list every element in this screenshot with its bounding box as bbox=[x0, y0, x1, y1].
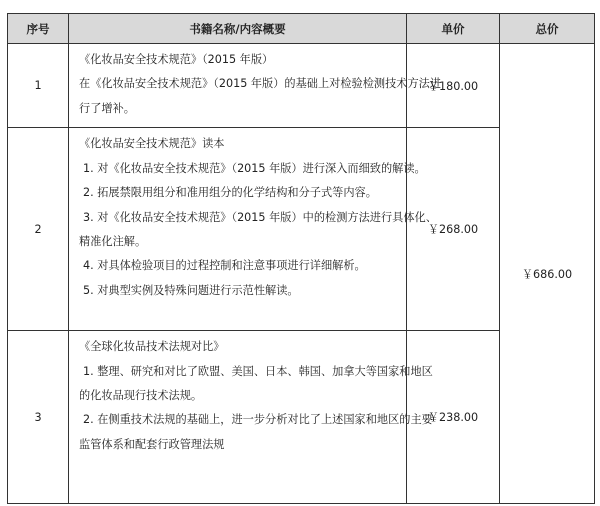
description-line: 在《化妆品安全技术规范》（2015 年版）的基础上对检验检测技术方法进 bbox=[79, 77, 442, 91]
header-total: 总价 bbox=[500, 14, 595, 44]
description-line: 4. 对具体检验项目的过程控制和注意事项进行详细解析。 bbox=[83, 259, 366, 273]
row-no: 1 bbox=[8, 44, 69, 128]
description-line: 精准化注解。 bbox=[79, 234, 147, 248]
book-title: 《全球化妆品技术法规对比》 bbox=[79, 340, 225, 354]
book-title: 《化妆品安全技术规范》（2015 年版） bbox=[79, 53, 274, 66]
description-line: 5. 对典型实例及特殊问题进行示范性解读。 bbox=[83, 283, 299, 297]
row-description bbox=[69, 128, 437, 331]
total-price: ￥686.00 bbox=[500, 44, 595, 504]
header-unit-price: 单价 bbox=[407, 14, 500, 44]
description-line: 2. 在侧重技术法规的基础上，进一步分析对比了上述国家和地区的主要 bbox=[83, 413, 433, 427]
row-price: ￥180.00 bbox=[407, 44, 500, 128]
book-title: 《化妆品安全技术规范》读本 bbox=[79, 137, 225, 151]
description-line: 2. 拓展禁限用组分和准用组分的化学结构和分子式等内容。 bbox=[83, 186, 377, 200]
header-no: 序号 bbox=[8, 14, 69, 44]
row-price: ￥268.00 bbox=[407, 128, 500, 331]
row-no: 3 bbox=[8, 331, 69, 504]
header-row bbox=[8, 14, 595, 44]
description-line: 1. 对《化妆品安全技术规范》（2015 年版）进行深入而细致的解读。 bbox=[83, 161, 426, 175]
description-line: 的化妆品现行技术法规。 bbox=[79, 389, 203, 403]
book-price-table bbox=[7, 13, 595, 504]
header-title: 书籍名称/内容概要 bbox=[69, 14, 407, 44]
description-line: 3. 对《化妆品安全技术规范》（2015 年版）中的检测方法进行具体化、 bbox=[83, 210, 437, 224]
description-line: 监管体系和配套行政管理法规 bbox=[79, 437, 225, 451]
description-line: 1. 整理、研究和对比了欧盟、美国、日本、韩国、加拿大等国家和地区 bbox=[83, 364, 433, 378]
row-price: ￥238.00 bbox=[407, 331, 500, 504]
row-description bbox=[69, 44, 442, 128]
description-line: 行了增补。 bbox=[79, 101, 135, 115]
row-description bbox=[69, 331, 433, 504]
table-row bbox=[8, 44, 595, 128]
row-no: 2 bbox=[8, 128, 69, 331]
